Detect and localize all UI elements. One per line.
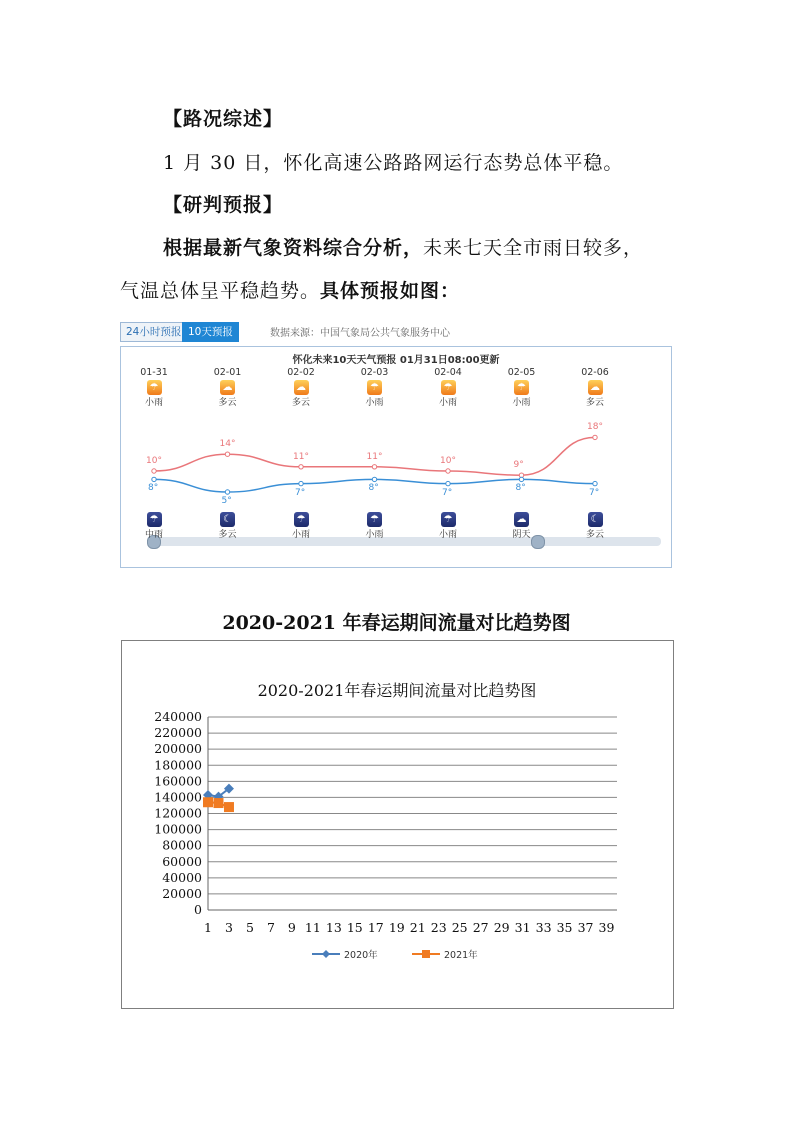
low-temp-label: 7° (589, 487, 600, 498)
day-column (129, 367, 179, 408)
rain-icon: ☂ (441, 380, 456, 395)
low-temp-line-point (299, 481, 303, 485)
high-temp-line-point (446, 469, 450, 473)
low-temp-label: 8° (515, 483, 526, 494)
x-tick-label: 3 (224, 920, 233, 935)
high-temp-line-point (152, 469, 156, 473)
cloudy-icon: ☁ (294, 380, 309, 395)
forecast-title: 怀化未来10天天气预报 01月31日08:00更新 (292, 355, 500, 366)
night-column (497, 512, 547, 540)
x-tick-label: 13 (325, 920, 342, 935)
forecast-date: 02-02 (287, 367, 315, 378)
night-rain-icon: ☂ (294, 512, 309, 527)
high-temp-label: 18° (587, 422, 603, 433)
low-temp-line-point (446, 481, 450, 485)
forecast-line-1-rest: 未来七天全市雨日较多， (423, 237, 644, 259)
high-temp-label: 11° (293, 451, 309, 462)
chart-title: 2020-2021年春运期间流量对比趋势图 (257, 681, 537, 700)
tab-10day-forecast[interactable]: 10天预报 (182, 322, 239, 342)
y-tick-label: 20000 (162, 885, 202, 901)
forecast-panel (120, 346, 672, 568)
section-heading-forecast: 【研判预报】 (163, 194, 284, 216)
high-temp-line-point (299, 465, 303, 469)
night-column (276, 512, 326, 540)
rain-icon: ☂ (514, 380, 529, 395)
x-tick-label: 9 (287, 920, 296, 935)
night-column (129, 512, 179, 540)
x-tick-label: 39 (598, 920, 615, 935)
data-point-square (203, 797, 213, 807)
y-tick-label: 40000 (162, 869, 202, 885)
chart-container (121, 640, 674, 1009)
x-tick-label: 25 (451, 920, 468, 935)
high-temp-line-point (372, 465, 376, 469)
day-column (570, 367, 620, 408)
night-cloudy-icon: ☾ (588, 512, 603, 527)
section-heading-road: 【路况综述】 (163, 108, 284, 130)
forecast-line-2-bold: 具体预报如图： (320, 280, 461, 302)
y-tick-label: 180000 (154, 757, 202, 773)
x-tick-label: 23 (430, 920, 447, 935)
y-tick-label: 200000 (154, 741, 202, 757)
low-temp-label: 8° (148, 483, 159, 494)
traffic-line-chart (122, 641, 673, 1008)
data-point-square (224, 802, 234, 812)
low-temp-label: 8° (368, 483, 379, 494)
x-tick-label: 37 (577, 920, 594, 935)
x-tick-label: 17 (367, 920, 384, 935)
rain-icon: ☂ (147, 380, 162, 395)
y-tick-label: 160000 (154, 773, 202, 789)
night-condition: 小雨 (365, 530, 384, 540)
x-tick-label: 15 (346, 920, 363, 935)
night-condition: 阴天 (512, 530, 531, 540)
road-summary-text: 1 月 30 日，怀化高速公路路网运行态势总体平稳。 (163, 152, 624, 174)
day-column (276, 367, 326, 408)
high-temp-label: 10° (146, 456, 162, 466)
night-column (350, 512, 400, 540)
night-column (423, 512, 473, 540)
night-condition: 小雨 (438, 530, 457, 540)
night-condition: 小雨 (291, 530, 310, 540)
forecast-date: 02-03 (360, 367, 389, 378)
legend-marker (422, 950, 430, 958)
forecast-line-1-bold: 根据最新气象资料综合分析， (163, 237, 424, 259)
night-rain-icon: ☂ (441, 512, 456, 527)
x-tick-label: 7 (266, 920, 275, 935)
weather-widget (120, 318, 672, 568)
forecast-date: 01-31 (140, 367, 168, 378)
y-tick-label: 0 (194, 902, 202, 917)
legend-label: 2021年 (444, 950, 478, 961)
day-column (423, 367, 473, 408)
x-tick-label: 19 (388, 920, 405, 935)
rain-icon: ☂ (367, 380, 382, 395)
forecast-date: 02-04 (434, 367, 462, 378)
night-rain-icon: ☂ (367, 512, 382, 527)
data-source-text: 数据来源：中国气象局公共气象服务中心 (270, 328, 450, 339)
low-temp-line-point (225, 490, 229, 494)
low-temp-line-point (372, 477, 376, 481)
cloudy-icon: ☁ (220, 380, 235, 395)
forecast-line-2 (120, 276, 460, 303)
y-tick-label: 220000 (154, 725, 202, 741)
night-rain-icon: ☂ (147, 512, 162, 527)
forecast-date: 02-06 (581, 367, 609, 378)
high-temp-line-point (225, 452, 229, 456)
day-condition: 小雨 (512, 398, 531, 408)
x-tick-label: 11 (304, 920, 321, 935)
night-condition: 多云 (218, 530, 237, 540)
x-tick-label: 21 (409, 920, 426, 935)
day-condition: 小雨 (438, 398, 457, 408)
low-temp-label: 7° (442, 487, 453, 498)
data-point-square (213, 798, 223, 808)
y-tick-label: 240000 (154, 709, 202, 724)
chart-caption: 2020-2021 年春运期间流量对比趋势图 (222, 612, 571, 634)
legend-marker (322, 950, 330, 958)
x-tick-label: 33 (535, 920, 552, 935)
forecast-line-2-rest: 气温总体呈平稳趋势。 (120, 280, 321, 302)
day-condition: 小雨 (365, 398, 384, 408)
y-tick-label: 60000 (162, 853, 202, 869)
day-column (203, 367, 253, 408)
x-tick-label: 27 (472, 920, 489, 935)
night-condition: 中雨 (144, 530, 163, 540)
x-tick-label: 5 (245, 920, 254, 935)
x-tick-label: 29 (493, 920, 510, 935)
day-column (350, 367, 400, 408)
forecast-date: 02-01 (213, 367, 242, 378)
x-tick-label: 1 (204, 920, 212, 935)
high-temp-label: 9° (513, 460, 524, 471)
day-condition: 小雨 (144, 398, 163, 408)
y-tick-label: 100000 (154, 821, 202, 837)
high-temp-label: 14° (219, 439, 236, 450)
low-temp-line-point (519, 477, 523, 481)
night-overcast-icon: ☁ (514, 512, 529, 527)
cloudy-icon: ☁ (588, 380, 603, 395)
low-temp-line-point (593, 481, 597, 485)
low-temp-label: 7° (295, 487, 306, 498)
forecast-line-1 (163, 233, 643, 260)
x-tick-label: 31 (514, 920, 531, 935)
night-condition: 多云 (585, 530, 604, 540)
day-condition: 多云 (585, 398, 604, 408)
y-tick-label: 120000 (154, 805, 202, 821)
night-column (203, 512, 253, 540)
x-tick-label: 35 (556, 920, 573, 935)
high-temp-label: 10° (440, 456, 456, 466)
low-temp-line-point (152, 477, 156, 481)
high-temp-label: 11° (366, 451, 383, 462)
night-cloudy-icon: ☾ (220, 512, 235, 527)
high-temp-line-point (593, 435, 597, 439)
day-condition: 多云 (218, 398, 237, 408)
legend-label: 2020年 (344, 950, 378, 961)
day-condition: 多云 (291, 398, 310, 408)
tab-24h-forecast[interactable]: 24小时预报 (120, 322, 187, 342)
y-tick-label: 80000 (162, 837, 202, 853)
day-column (497, 367, 547, 408)
y-tick-label: 140000 (154, 789, 202, 805)
night-column (570, 512, 620, 540)
forecast-date: 02-05 (507, 367, 536, 378)
low-temp-label: 5° (221, 496, 232, 506)
